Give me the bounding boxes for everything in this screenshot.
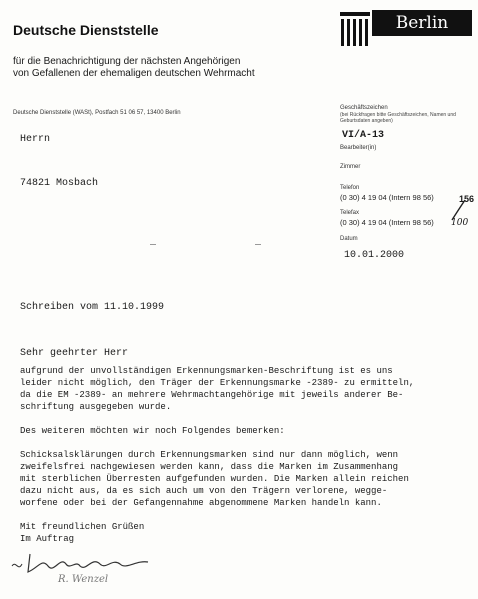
on-behalf-phrase: Im Auftrag [20,534,75,544]
recipient-city: 74821 Mosbach [20,178,99,189]
logo-wordmark: Berlin [372,10,472,36]
reference-value: VI/A-13 [342,130,385,141]
sender-return-address: Deutsche Dienststelle (WASt), Postfach 51 06 57, 13400 Berlin [13,110,181,116]
letter-reference: Schreiben vom 11.10.1999 [20,302,165,313]
brandenburg-gate-icon [340,12,370,46]
paragraph-1-line: aufgrund der unvollständigen Erkennungsmarken-Beschriftung ist es uns [20,366,393,376]
paragraph-3-line: mit sterblichen Überresten aufgefunden wurden. Die Marken allein reichen [20,474,409,484]
phone-label: Telefon [340,185,360,191]
paragraph-3-line: zweifelsfrei nachgewiesen werden kann, dass die Marken im Zusammenhang [20,462,399,472]
fax-label: Telefax [340,210,360,216]
phone-extension-handwritten: 156 [459,194,475,204]
organization-subtitle-line-2: von Gefallenen der ehemaligen deutschen Wehrmacht [13,68,255,79]
scan-mark [255,244,261,245]
date-value: 10.01.2000 [344,250,405,261]
paragraph-3-line: Schicksalsklärungen durch Erkennungsmarken sind nur dann möglich, wenn [20,450,399,460]
berlin-logo [340,6,472,46]
paragraph-3-line: worfene oder bei der Gefangennahme abgenommene Marken handeln kann. [20,498,382,508]
recipient-salutation: Herrn [20,134,51,145]
phone-value: (0 30) 4 19 04 (Intern 98 56) [340,193,434,202]
handwritten-stroke-icon [449,198,467,222]
paragraph-1-line: schriftung ausgegeben wurde. [20,402,172,412]
paragraph-1-line: da die EM -2389- an mehrere Wehrmachtangehörige mit jeweils anderer Be- [20,390,404,400]
date-label: Datum [340,236,358,242]
scan-mark [150,244,156,245]
fax-value: (0 30) 4 19 04 (Intern 98 56) [340,218,434,227]
handler-label: Bearbeiter(in) [340,145,377,151]
organization-title: Deutsche Dienststelle [13,22,159,38]
organization-subtitle-line-1: für die Benachrichtigung der nächsten Angehörigen [13,56,241,67]
room-label: Zimmer [340,164,361,170]
closing-phrase: Mit freundlichen Grüßen [20,522,145,532]
letter-greeting: Sehr geehrter Herr [20,348,129,359]
fax-extension-handwritten: 100 [451,218,469,228]
reference-note: (bei Rückfragen bitte Geschäftszeichen, Namen und Geburtsdaten angeben) [340,112,456,124]
signer-name: R. Wenzel [58,574,109,585]
reference-label: Geschäftszeichen [340,105,388,111]
paragraph-3-line: dazu nicht aus, da es sich auch um von den Trägern verlorene, wegge- [20,486,388,496]
paragraph-2: Des weiteren möchten wir noch Folgendes bemerken: [20,426,285,436]
paragraph-1-line: leider nicht möglich, den Träger der Erkennungsmarke -2389- zu ermitteln, [20,378,415,388]
